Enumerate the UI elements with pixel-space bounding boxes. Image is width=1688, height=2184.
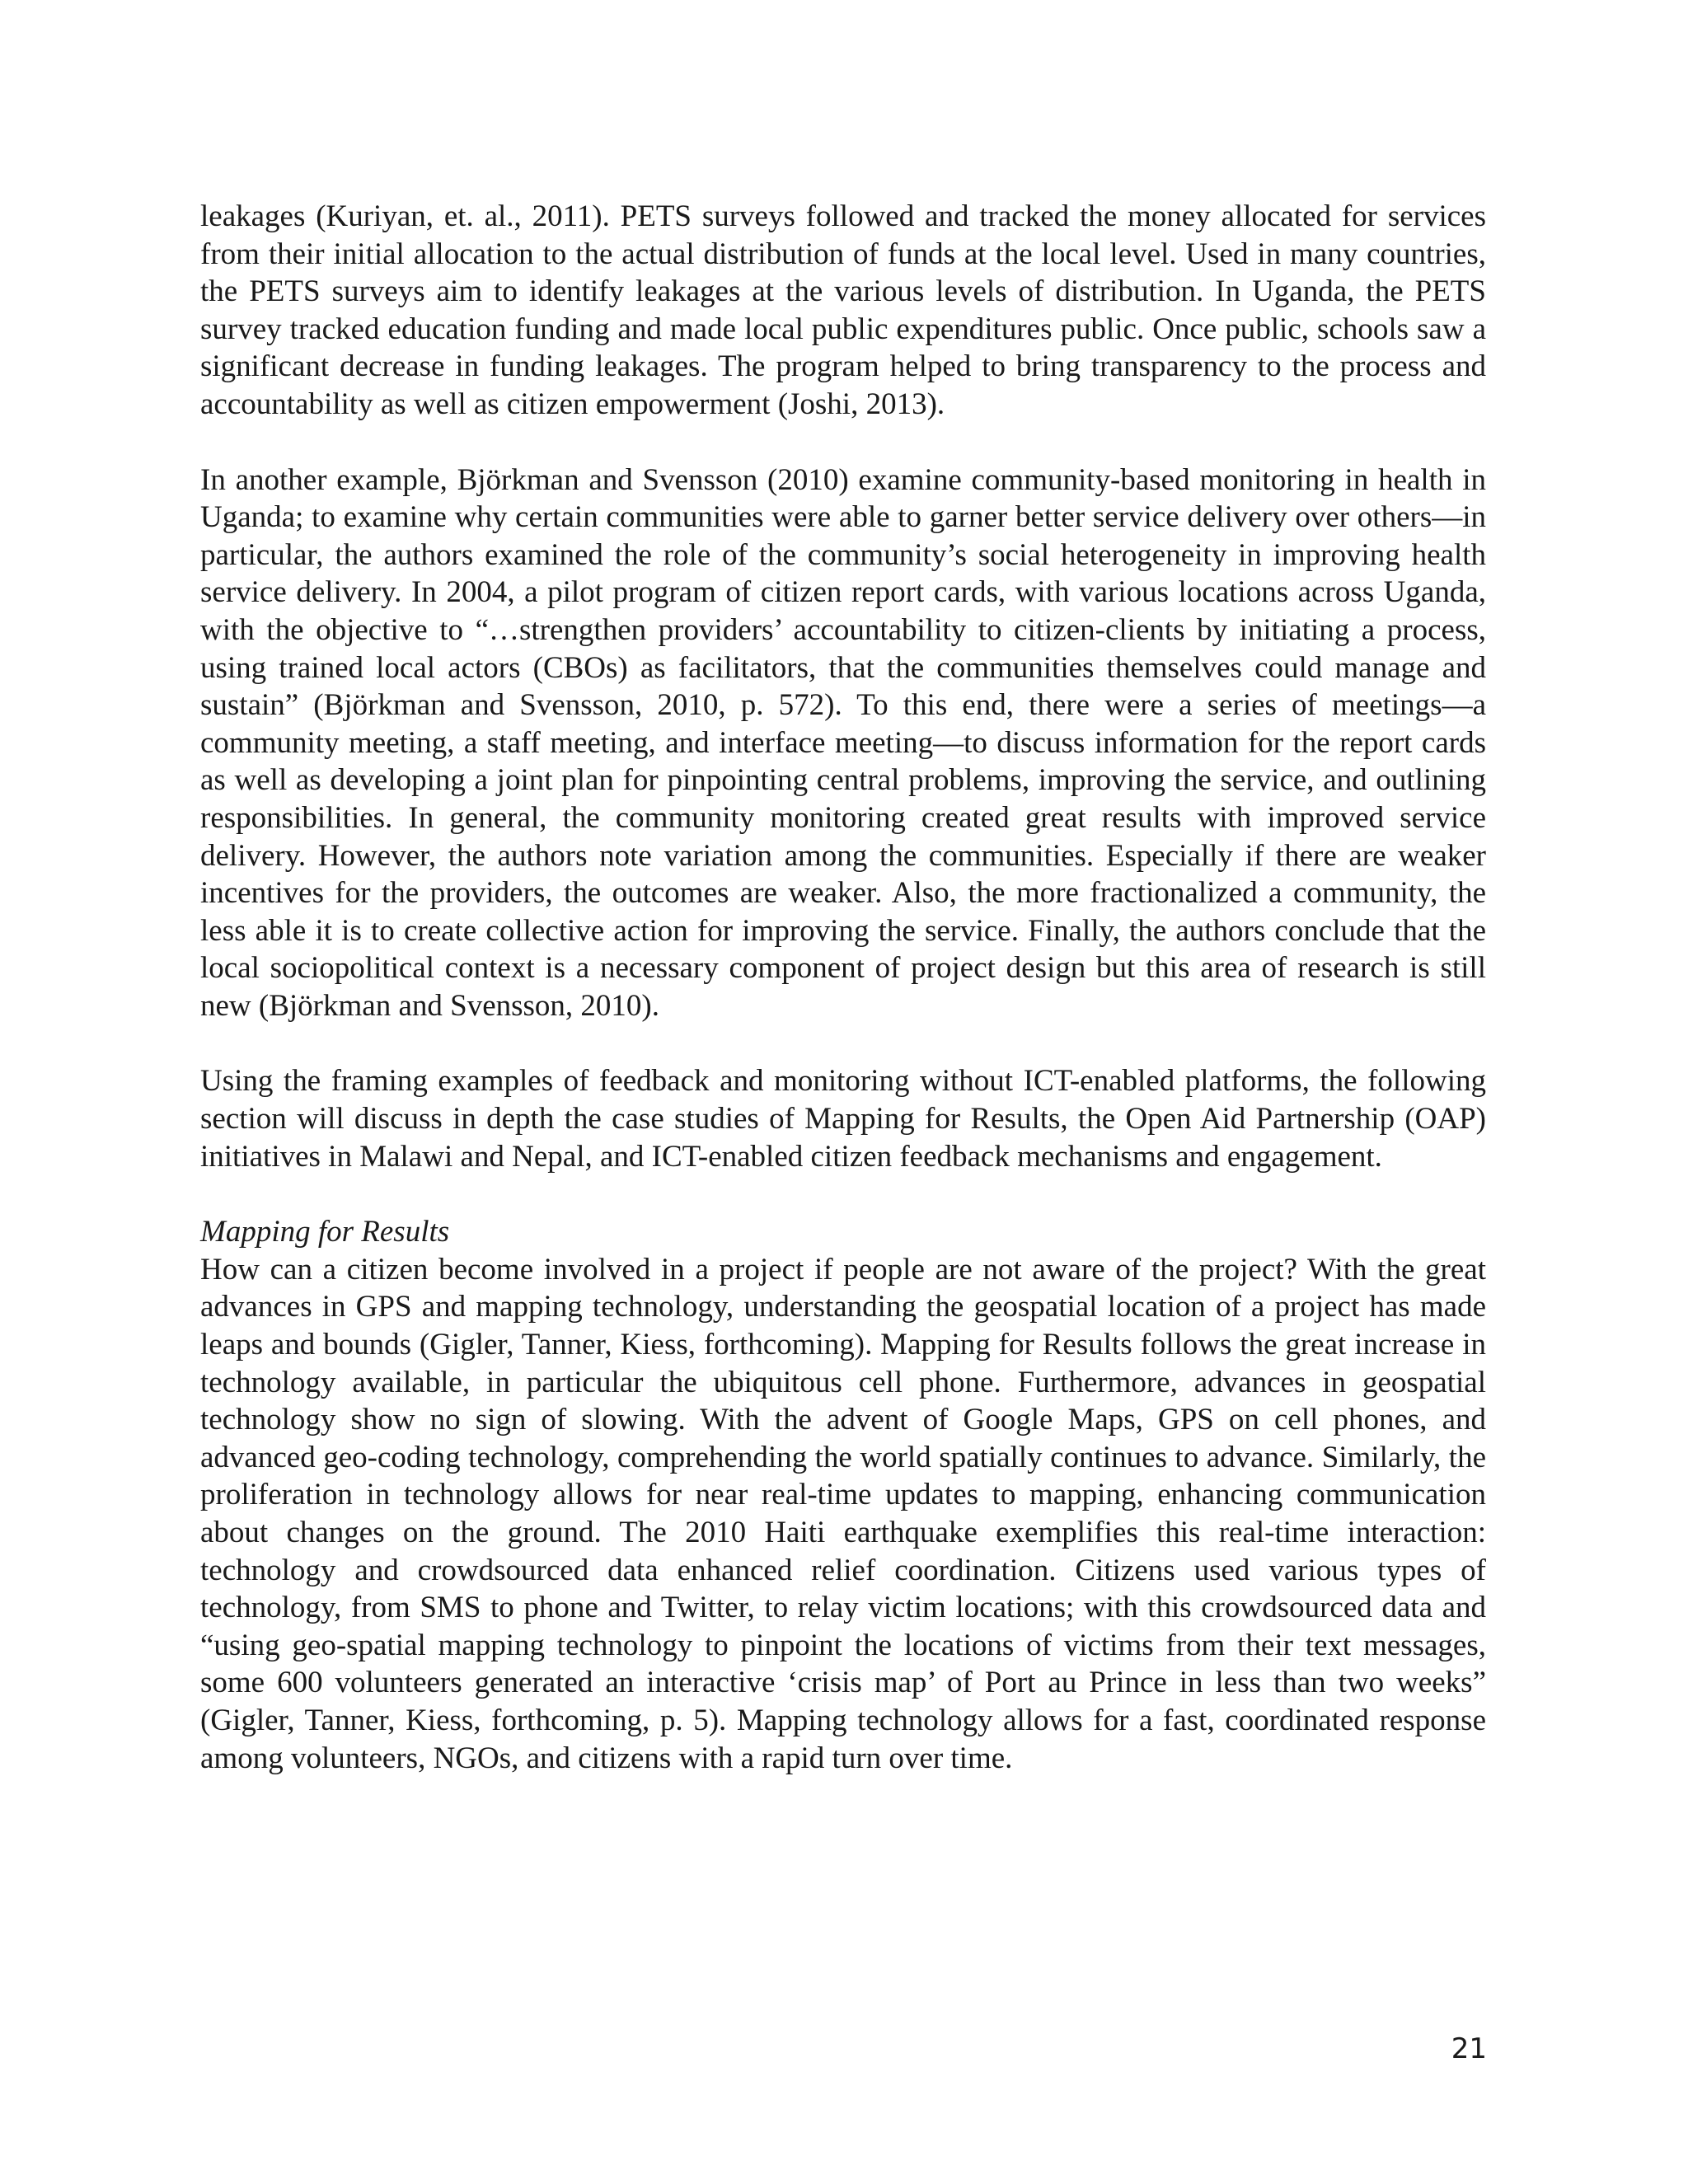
page-number: 21 <box>1451 2032 1487 2065</box>
paragraph-pets-surveys: leakages (Kuriyan, et. al., 2011). PETS surveys followed and tracked the money allocated for services from their initial allocation to the actual distribution of funds at the local level. Used in many countries, the PETS surveys aim to identify leakages at the various levels of distribution. In Uganda, the PETS survey tracked education funding and made local public expenditures public. Once public, schools saw a significant decrease in funding leakages. The program helped to bring transparency to the process and accountability as well as citizen empowerment (Joshi, 2013). <box>200 199 1486 421</box>
body-text <box>200 198 1486 1777</box>
paragraph-framing-examples: Using the framing examples of feedback and monitoring without ICT-enabled platforms, the following section will discuss in depth the case studies of Mapping for Results, the Open Aid Partnership (OAP) initiatives in Malawi and Nepal, and ICT-enabled citizen feedback mechanisms and engagement. <box>200 1064 1486 1174</box>
paragraph-mapping-for-results: How can a citizen become involved in a project if people are not aware of the project? With the great advances in GPS and mapping technology, understanding the geospatial location of a project has made leaps and bounds (Gigler, Tanner, Kiess, forthcoming). Mapping for Results follows the great increase in technology available, in particular the ubiquitous cell phone. Furthermore, advances in geospatial technology show no sign of slowing. With the advent of Google Maps, GPS on cell phones, and advanced geo-coding technology, comprehending the world spatially continues to advance. Similarly, the proliferation in technology allows for near real-time updates to mapping, enhancing communication about changes on the ground. The 2010 Haiti earthquake exemplifies this real-time interaction: technology and crowdsourced data enhanced relief coordination. Citizens used various types of technology, from SMS to phone and Twitter, to relay victim locations; with this crowdsourced data and “using geo-spatial mapping technology to pinpoint the locations of victims from their text messages, some 600 volunteers generated an interactive ‘crisis map’ of Port au Prince in less than two weeks” (Gigler, Tanner, Kiess, forthcoming, p. 5). Mapping technology allows for a fast, coordinated response among volunteers, NGOs, and citizens with a rapid turn over time. <box>200 1252 1486 1775</box>
section-heading-mapping-for-results: Mapping for Results <box>200 1215 450 1249</box>
paragraph-bjorkman-svensson: In another example, Björkman and Svensson (2010) examine community-based monitoring in health in Uganda; to examine why certain communities were able to garner better service delivery over others—in particular, the authors examined the role of the community’s social heterogeneity in improving health service delivery. In 2004, a pilot program of citizen report cards, with various locations across Uganda, with the objective to “…strengthen providers’ accountability to citizen-clients by initiating a process, using trained local actors (CBOs) as facilitators, that the communities themselves could manage and sustain” (Björkman and Svensson, 2010, p. 572). To this end, there were a series of meetings—a community meeting, a staff meeting, and interface meeting—to discuss information for the report cards as well as developing a joint plan for pinpointing central problems, improving the service, and outlining responsibilities. In general, the community monitoring created great results with improved service delivery. However, the authors note variation among the communities. Especially if there are weaker incentives for the providers, the outcomes are weaker. Also, the more fractionalized a community, the less able it is to create collective action for improving the service. Finally, the authors conclude that the local sociopolitical context is a necessary component of project design but this area of research is still new (Björkman and Svensson, 2010). <box>200 462 1486 1023</box>
